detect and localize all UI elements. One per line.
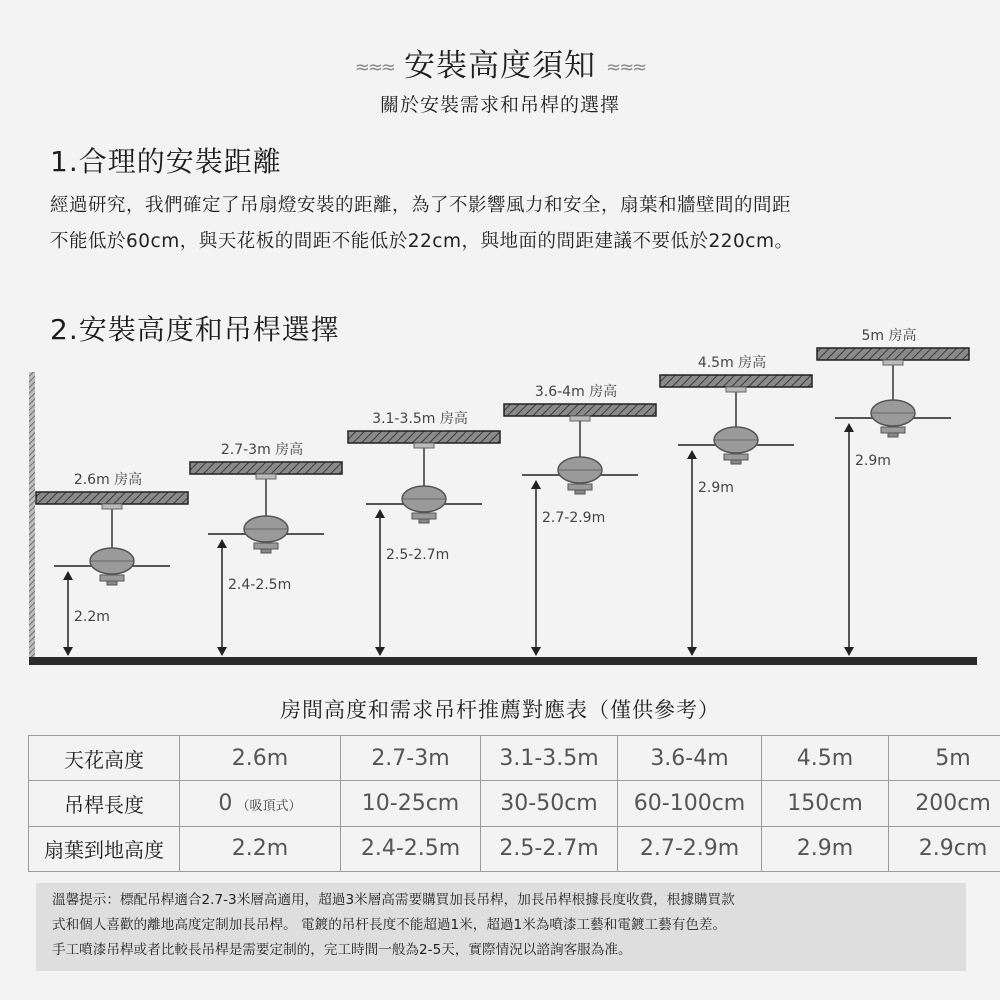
light-cap: [261, 549, 271, 553]
height-arrow-head-down: [375, 647, 385, 656]
floor: [29, 657, 977, 665]
fan-to-floor-label: 2.2m: [74, 609, 110, 625]
table-cell: 30-50cm: [481, 781, 618, 826]
table-cell: 200cm: [889, 781, 1000, 826]
table-cell: 2.9cm: [889, 826, 1000, 871]
section1-body-line2: 不能低於60cm，與天花板的間距不能低於22cm，與地面的間距建議不要低於220cm。: [50, 231, 794, 252]
canopy: [414, 443, 434, 448]
canopy: [570, 416, 590, 421]
light-kit: [412, 513, 436, 519]
fan-unit-3: [348, 410, 500, 656]
tips-line3: 手工噴漆吊桿或者比較長吊桿是需要定制的，完工時間一般為2-5天，實際情況以諮詢客服為准。: [52, 942, 632, 958]
light-kit: [568, 484, 592, 490]
light-kit: [724, 454, 748, 460]
room-height-label: 2.7-3m 房高: [220, 442, 304, 458]
height-arrow-head-down: [531, 647, 541, 656]
cell-note: （吸頂式）: [232, 798, 302, 814]
canopy: [883, 360, 903, 365]
table-cell: 150cm: [762, 781, 889, 826]
fan-unit-1: [36, 471, 188, 656]
height-arrow-head-down: [217, 647, 227, 656]
table-cell: 10-25cm: [341, 781, 481, 826]
wave-decoration-right: ≈≈≈: [606, 57, 646, 78]
table-cell: 2.5-2.7m: [481, 826, 618, 871]
ceiling-slab: [660, 375, 812, 387]
ceiling-slab: [36, 492, 188, 504]
light-cap: [888, 433, 898, 437]
fan-to-floor-label: 2.9m: [855, 453, 891, 469]
height-arrow-head-up: [531, 480, 541, 489]
fan-unit-4: [504, 383, 656, 656]
height-arrow-head-up: [375, 509, 385, 518]
fan-to-floor-label: 2.5-2.7m: [386, 547, 450, 563]
ceiling-slab: [817, 348, 969, 360]
section1-body: [50, 188, 960, 260]
light-kit: [254, 543, 278, 549]
table-cell: 2.9m: [762, 826, 889, 871]
table-row: [29, 826, 1000, 871]
table-cell: 3.6-4m: [618, 736, 762, 781]
table-cell: 5m: [889, 736, 1000, 781]
page-title-text: 安裝高度須知: [404, 48, 596, 84]
light-cap: [107, 581, 117, 585]
canopy: [102, 504, 122, 509]
room-height-label: 5m 房高: [861, 328, 917, 344]
height-arrow-head-down: [844, 647, 854, 656]
row-header: 扇葉到地高度: [29, 826, 180, 871]
light-cap: [575, 490, 585, 494]
light-kit: [881, 427, 905, 433]
height-arrow-head-up: [687, 450, 697, 459]
fan-unit-6: [817, 327, 969, 656]
ceiling-slab: [348, 431, 500, 443]
table-cell: 0 （吸頂式）: [180, 781, 341, 826]
light-cap: [419, 519, 429, 523]
tips-box: [36, 883, 966, 971]
tips-line1: 溫馨提示：標配吊桿適合2.7-3米層高適用，超過3米層高需要購買加長吊桿，加長吊桿根據長度收費，根據購買款: [52, 892, 735, 908]
wave-decoration-left: ≈≈≈: [354, 57, 394, 78]
fan-unit-5: [660, 354, 812, 656]
page-title: [0, 40, 1000, 85]
table-row: [29, 736, 1000, 781]
table-cell: 2.7-2.9m: [618, 826, 762, 871]
room-height-label: 4.5m 房高: [697, 355, 767, 371]
table-cell: 2.7-3m: [341, 736, 481, 781]
table-cell: 60-100cm: [618, 781, 762, 826]
wall: [29, 372, 35, 658]
fan-to-floor-label: 2.7-2.9m: [542, 510, 606, 526]
room-height-label: 3.6-4m 房高: [534, 384, 618, 400]
table-title: 房間高度和需求吊杆推薦對應表（僅供參考）: [280, 698, 720, 722]
table-cell: 2.6m: [180, 736, 341, 781]
recommendation-table: [28, 735, 1000, 872]
row-header: 吊桿長度: [29, 781, 180, 826]
ceiling-slab: [190, 462, 342, 474]
height-arrow-head-up: [63, 571, 73, 580]
fan-to-floor-label: 2.9m: [698, 480, 734, 496]
fan-unit-2: [190, 441, 342, 656]
section1-body-line1: 經過研究，我們確定了吊扇燈安裝的距離，為了不影響風力和安全，扇葉和牆壁間的間距: [50, 195, 792, 216]
tips-line2: 式和個人喜歡的離地高度定制加長吊桿。 電鍍的吊杆長度不能超過1米，超過1米為噴漆工藝和電鍍工藝有色差。: [52, 917, 727, 933]
table-cell: 2.4-2.5m: [341, 826, 481, 871]
row-header: 天花高度: [29, 736, 180, 781]
fan-to-floor-label: 2.4-2.5m: [228, 577, 292, 593]
page-subtitle: 關於安裝需求和吊桿的選擇: [379, 94, 620, 116]
installation-height-diagram: [0, 320, 1000, 680]
height-arrow-head-down: [687, 647, 697, 656]
height-arrow-head-down: [63, 647, 73, 656]
table-cell: 2.2m: [180, 826, 341, 871]
height-arrow-head-up: [844, 423, 854, 432]
canopy: [726, 387, 746, 392]
table-cell: 3.1-3.5m: [481, 736, 618, 781]
light-kit: [100, 575, 124, 581]
light-cap: [731, 460, 741, 464]
room-height-label: 2.6m 房高: [73, 472, 143, 488]
room-height-label: 3.1-3.5m 房高: [372, 411, 468, 427]
height-arrow-head-up: [217, 539, 227, 548]
table-cell: 4.5m: [762, 736, 889, 781]
section1-title: 1.合理的安裝距離: [50, 145, 282, 178]
ceiling-slab: [504, 404, 656, 416]
canopy: [256, 474, 276, 479]
section2-title: 2.安裝高度和吊桿選擇: [50, 313, 340, 346]
table-row: [29, 781, 1000, 826]
